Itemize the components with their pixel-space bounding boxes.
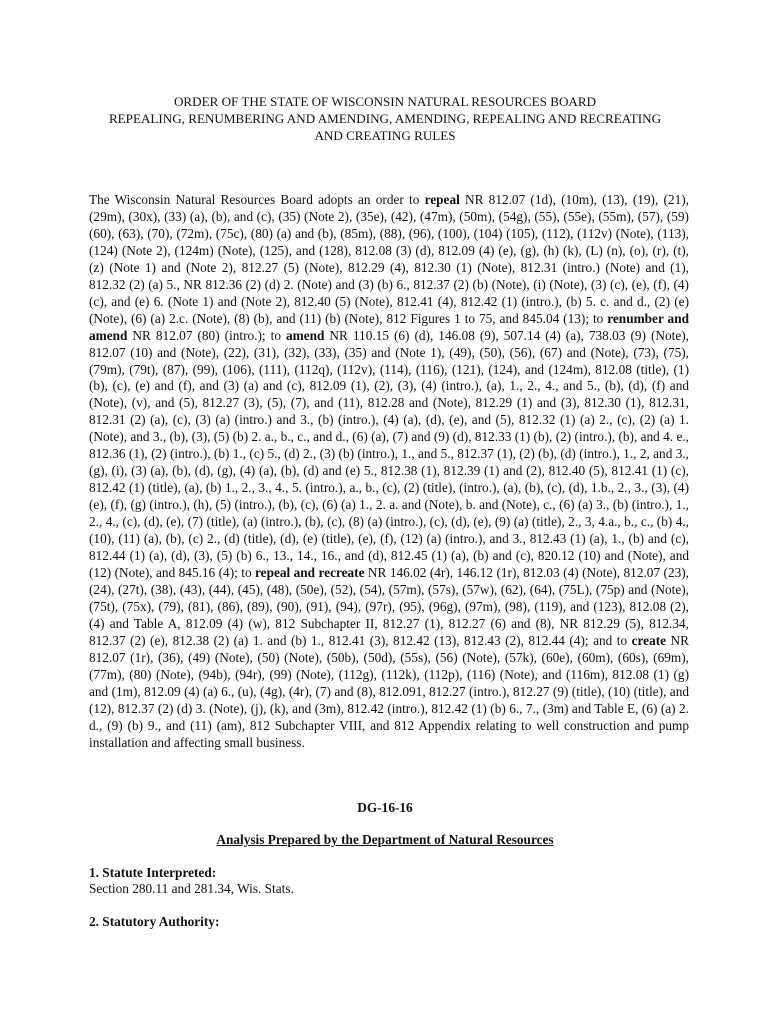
keyword-repeal-and-recreate: repeal and recreate (255, 564, 365, 580)
order-title-line-3: AND CREATING RULES (314, 128, 456, 144)
order-title-line-2: REPEALING, RENUMBERING AND AMENDING, AMENDING, REPEALING AND RECREATING (108, 111, 662, 127)
order-text-segment: NR 110.15 (6) (d), 146.08 (9), 507.14 (4) (a), 738.03 (9) (Note), 812.07 (10) and (Note), (22), (31), (32), (33), (35) and (Note 1), (49), (50), (56), (67) and (Note), (73), (75), (79m), (79t), (87), (99), (106), (111), (112q), (112v), (114), (116), (121), (124), and (124m), 812.08 (title), (1) (b), (c), (e) and (f), and (3) (a) and (c), 812.09 (1), (2), (3), (4) (intro.), (a), 1., 2., 4., and 5., (b), (d), (f) and (Note), (v), and (5), 812.27 (3), (5), (7), and (11), 812.28 and (Note), 812.29 (1) and (3), 812.30 (1), 812.31, 812.31 (2) (a), (c), (3) (a) (intro.) and 3., (b) (intro.), (4) (a), (d), (e), and (5), 812.32 (1) (a) 2., (c), (2) (a) 1. (Note), and 3., (b), (3), (5) (b) 2. a., b., c., and d., (6) (a), (7) and (9) (d), 812.33 (1) (b), (2) (intro.), (b), and 4. e., 812.36 (1), (2) (intro.), (b) 1., (c) 5., (d) 2., (3) (b) (intro.), 1., and 5., 812.37 (1), (2) (b), (d) (intro.), 1., 2, and 3., (g), (i), (3) (a), (b), (d), (g), (4) (a), (b), (d) and (e) 5., 812.38 (1), 812.39 (1) and (2), 812.40 (5), 812.41 (1) (c), 812.42 (1) (title), (a), (b) 1., 2., 3., 4., 5. (intro.), a., b., (c), (2) (title), (intro.), (a), (b), (c), (d), 1.b., 2., 3., (3), (4) (e), (f), (g) (intro.), (h), (5) (intro.), (b), (c), (6) (a) 1., 2. a. and (Note), b. and (Note), c., (6) (a) 3., (b) (intro.), 1., 2., 4., (c), (d), (e), (7) (title), (a) (intro.), (b), (c), (8) (a) (intro.), (c), (d), (e), (9) (a) (title), 2., 3, 4.a., b., c., (b) 4., (10), (11) (a), (b), (c) 2., (d) (title), (d), (e) (title), (e), (f), (12) (a) (intro.), and 3., 812.43 (1) (a), 1., (b) and (c), 812.44 (1) (a), (d), (3), (5) (b) 6., 13., 14., 16., and (d), 812.45 (1) (a), (b) and (c), 820.12 (10) and (Note), and (12) (Note), and 845.16 (4); to (89, 327, 690, 580)
keyword-create: create (631, 632, 667, 648)
order-text-segment: NR 812.07 (1d), (10m), (13), (19), (21), (29m), (30x), (33) (a), (b), and (c), (35) (Note 2), (35e), (42), (47m), (50m), (54g), (55), (55e), (55m), (57), (59) (60), (63), (70), (72m), (75c), (80) (a) and (b), (85m), (88), (96), (100), (104) (105), (112), (112v) (Note), (113), (124) (Note 2), (124m) (Note), (125), and (128), 812.08 (3) (d), 812.09 (4) (e), (g), (h) (k), (L) (n), (o), (r), (t), (z) (Note 1) and (Note 2), 812.27 (5) (Note), 812.29 (4), 812.30 (1) (Note), 812.31 (intro.) (Note) and (1), 812.32 (2) (a) 5., NR 812.36 (2) (d) 2. (Note) and (3) (b) 6., 812.37 (2) (b) (Note), (i) (Note), (3) (c), (e), (f), (4) (c), and (e) 6. (Note 1) and (Note 2), 812.40 (5) (Note), 812.41 (4), 812.42 (1) (intro.), (b) 5. c. and d., (2) (e) (Note), (6) (a) 2.c. (Note), (8) (b), and (11) (b) (Note), 812 Figures 1 to 75, and 845.04 (13); to (89, 192, 689, 326)
section-heading-statutory-authority: 2. Statutory Authority: (89, 914, 220, 929)
section-body-statute-interpreted: Section 280.11 and 281.34, Wis. Stats. (89, 881, 294, 896)
order-text-segment: The Wisconsin Natural Resources Board adopts an order to (89, 192, 425, 207)
order-text-segment: NR 812.07 (80) (intro.); to (127, 327, 286, 343)
keyword-repeal: repeal (424, 192, 460, 207)
analysis-heading: Analysis Prepared by the Department of Natural Resources (216, 832, 554, 847)
order-title (80, 93, 690, 145)
section-heading-statute-interpreted: 1. Statute Interpreted: (89, 865, 217, 880)
order-text-segment: NR 146.02 (4r), 146.12 (1r), 812.03 (4) (Note), 812.07 (23), (24), (27t), (38), (43), (44), (45), (48), (50e), (52), (54), (57m), (57s), (57w), (62), (64), (75L), (75p) and (Note), (75t), (75x), (79), (81), (86), (89), (90), (91), (94), (97r), (95), (96g), (97m), (98), (119), and (123), 812.08 (2), (4) and Table A, 812.09 (4) (w), 812 Subchapter II, 812.27 (1), 812.27 (6) and (8), NR 812.29 (5), 812.34, 812.37 (2) (e), 812.38 (2) (a) 1. and (b) 1., 812.41 (3), 812.42 (13), 812.43 (2), 812.44 (4); and to (89, 564, 689, 648)
order-title-line-1: ORDER OF THE STATE OF WISCONSIN NATURAL RESOURCES BOARD (173, 94, 597, 109)
order-text-segment: NR 812.07 (1r), (36), (49) (Note), (50) (Note), (50b), (50d), (55s), (56) (Note), (57k), (60e), (60m), (60s), (69m), (77m), (80) (Note), (94b), (94r), (99) (Note), (112g), (112k), (112p), (116) (Note), and (116m), 812.08 (1) (g) and (1m), 812.09 (4) (a) 6., (u), (4g), (4r), (7) and (8), 812.091, 812.27 (intro.), 812.27 (9) (title), (10) (title), and (12), 812.37 (2) (d) 3. (Note), (j), (k), and (3m), 812.42 (intro.), 812.42 (1) (b) 6., 7., (3m) and Table E, (6) (a) 2. d., (9) (b) 9., and (11) (am), 812 Subchapter VIII, and 812 Appendix relating to well construction and pump installation and affecting small business. (89, 632, 690, 750)
keyword-renumber-and-amend: renumber and amend (89, 310, 689, 343)
document-number: DG-16-16 (357, 800, 413, 815)
keyword-amend: amend (285, 327, 325, 343)
order-paragraph (89, 192, 689, 751)
